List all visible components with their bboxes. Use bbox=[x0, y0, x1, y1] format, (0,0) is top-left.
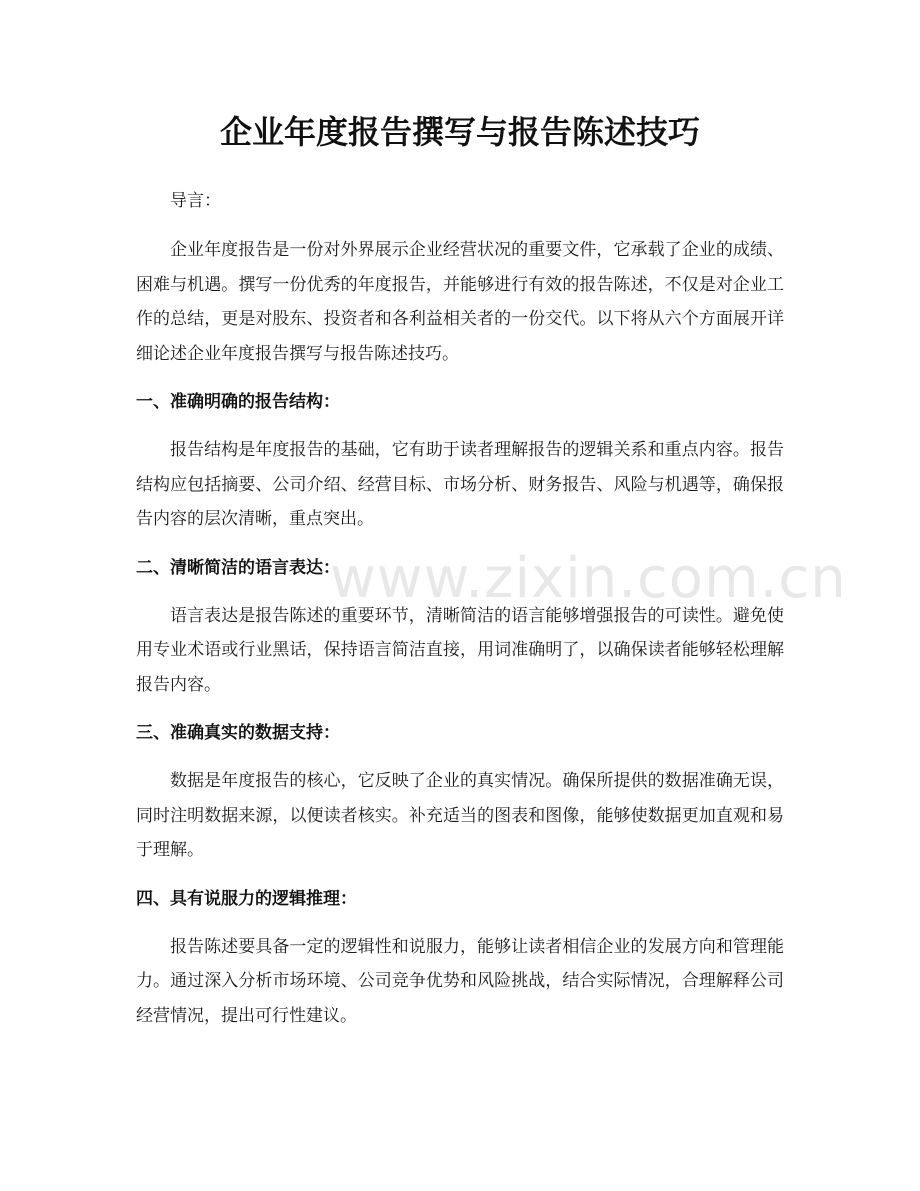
section-heading: 一、准确明确的报告结构： bbox=[136, 392, 340, 412]
document-title: 企业年度报告撰写与报告陈述技巧 bbox=[219, 113, 700, 151]
section-1 bbox=[136, 385, 784, 537]
section-3 bbox=[136, 716, 784, 868]
section-heading: 三、准确真实的数据支持： bbox=[136, 723, 340, 743]
section-4 bbox=[136, 882, 784, 1034]
intro-label: 导言： bbox=[170, 191, 221, 211]
intro-paragraph: 企业年度报告是一份对外界展示企业经营状况的重要文件，它承载了企业的成绩、困难与机遇。撰写一份优秀的年度报告，并能够进行有效的报告陈述，不仅是对企业工作的总结，更是对股东、投资者和各利益相关者的一份交代。以下将从六个方面展开详细论述企业年度报告撰写与报告陈述技巧。 bbox=[136, 240, 784, 364]
section-paragraph: 数据是年度报告的核心，它反映了企业的真实情况。确保所提供的数据准确无误，同时注明数据来源，以便读者核实。补充适当的图表和图像，能够使数据更加直观和易于理解。 bbox=[136, 771, 784, 860]
watermark: www.zixin.com.cn bbox=[330, 546, 847, 611]
document-body bbox=[136, 184, 784, 1047]
section-2 bbox=[136, 551, 784, 703]
section-paragraph: 语言表达是报告陈述的重要环节，清晰简洁的语言能够增强报告的可读性。避免使用专业术语或行业黑话，保持语言简洁直接，用词准确明了，以确保读者能够轻松理解报告内容。 bbox=[136, 605, 784, 695]
section-heading: 二、清晰简洁的语言表达： bbox=[136, 557, 340, 578]
section-heading: 四、具有说服力的逻辑推理： bbox=[136, 888, 357, 909]
section-paragraph: 报告结构是年度报告的基础，它有助于读者理解报告的逻辑关系和重点内容。报告结构应包括摘要、公司介绍、经营目标、市场分析、财务报告、风险与机遇等，确保报告内容的层次清晰，重点突出。 bbox=[136, 440, 784, 529]
section-paragraph: 报告陈述要具备一定的逻辑性和说服力，能够让读者相信企业的发展方向和管理能力。通过深入分析市场环境、公司竞争优势和风险挑战，结合实际情况，合理解释公司经营情况，提出可行性建议。 bbox=[136, 936, 784, 1026]
